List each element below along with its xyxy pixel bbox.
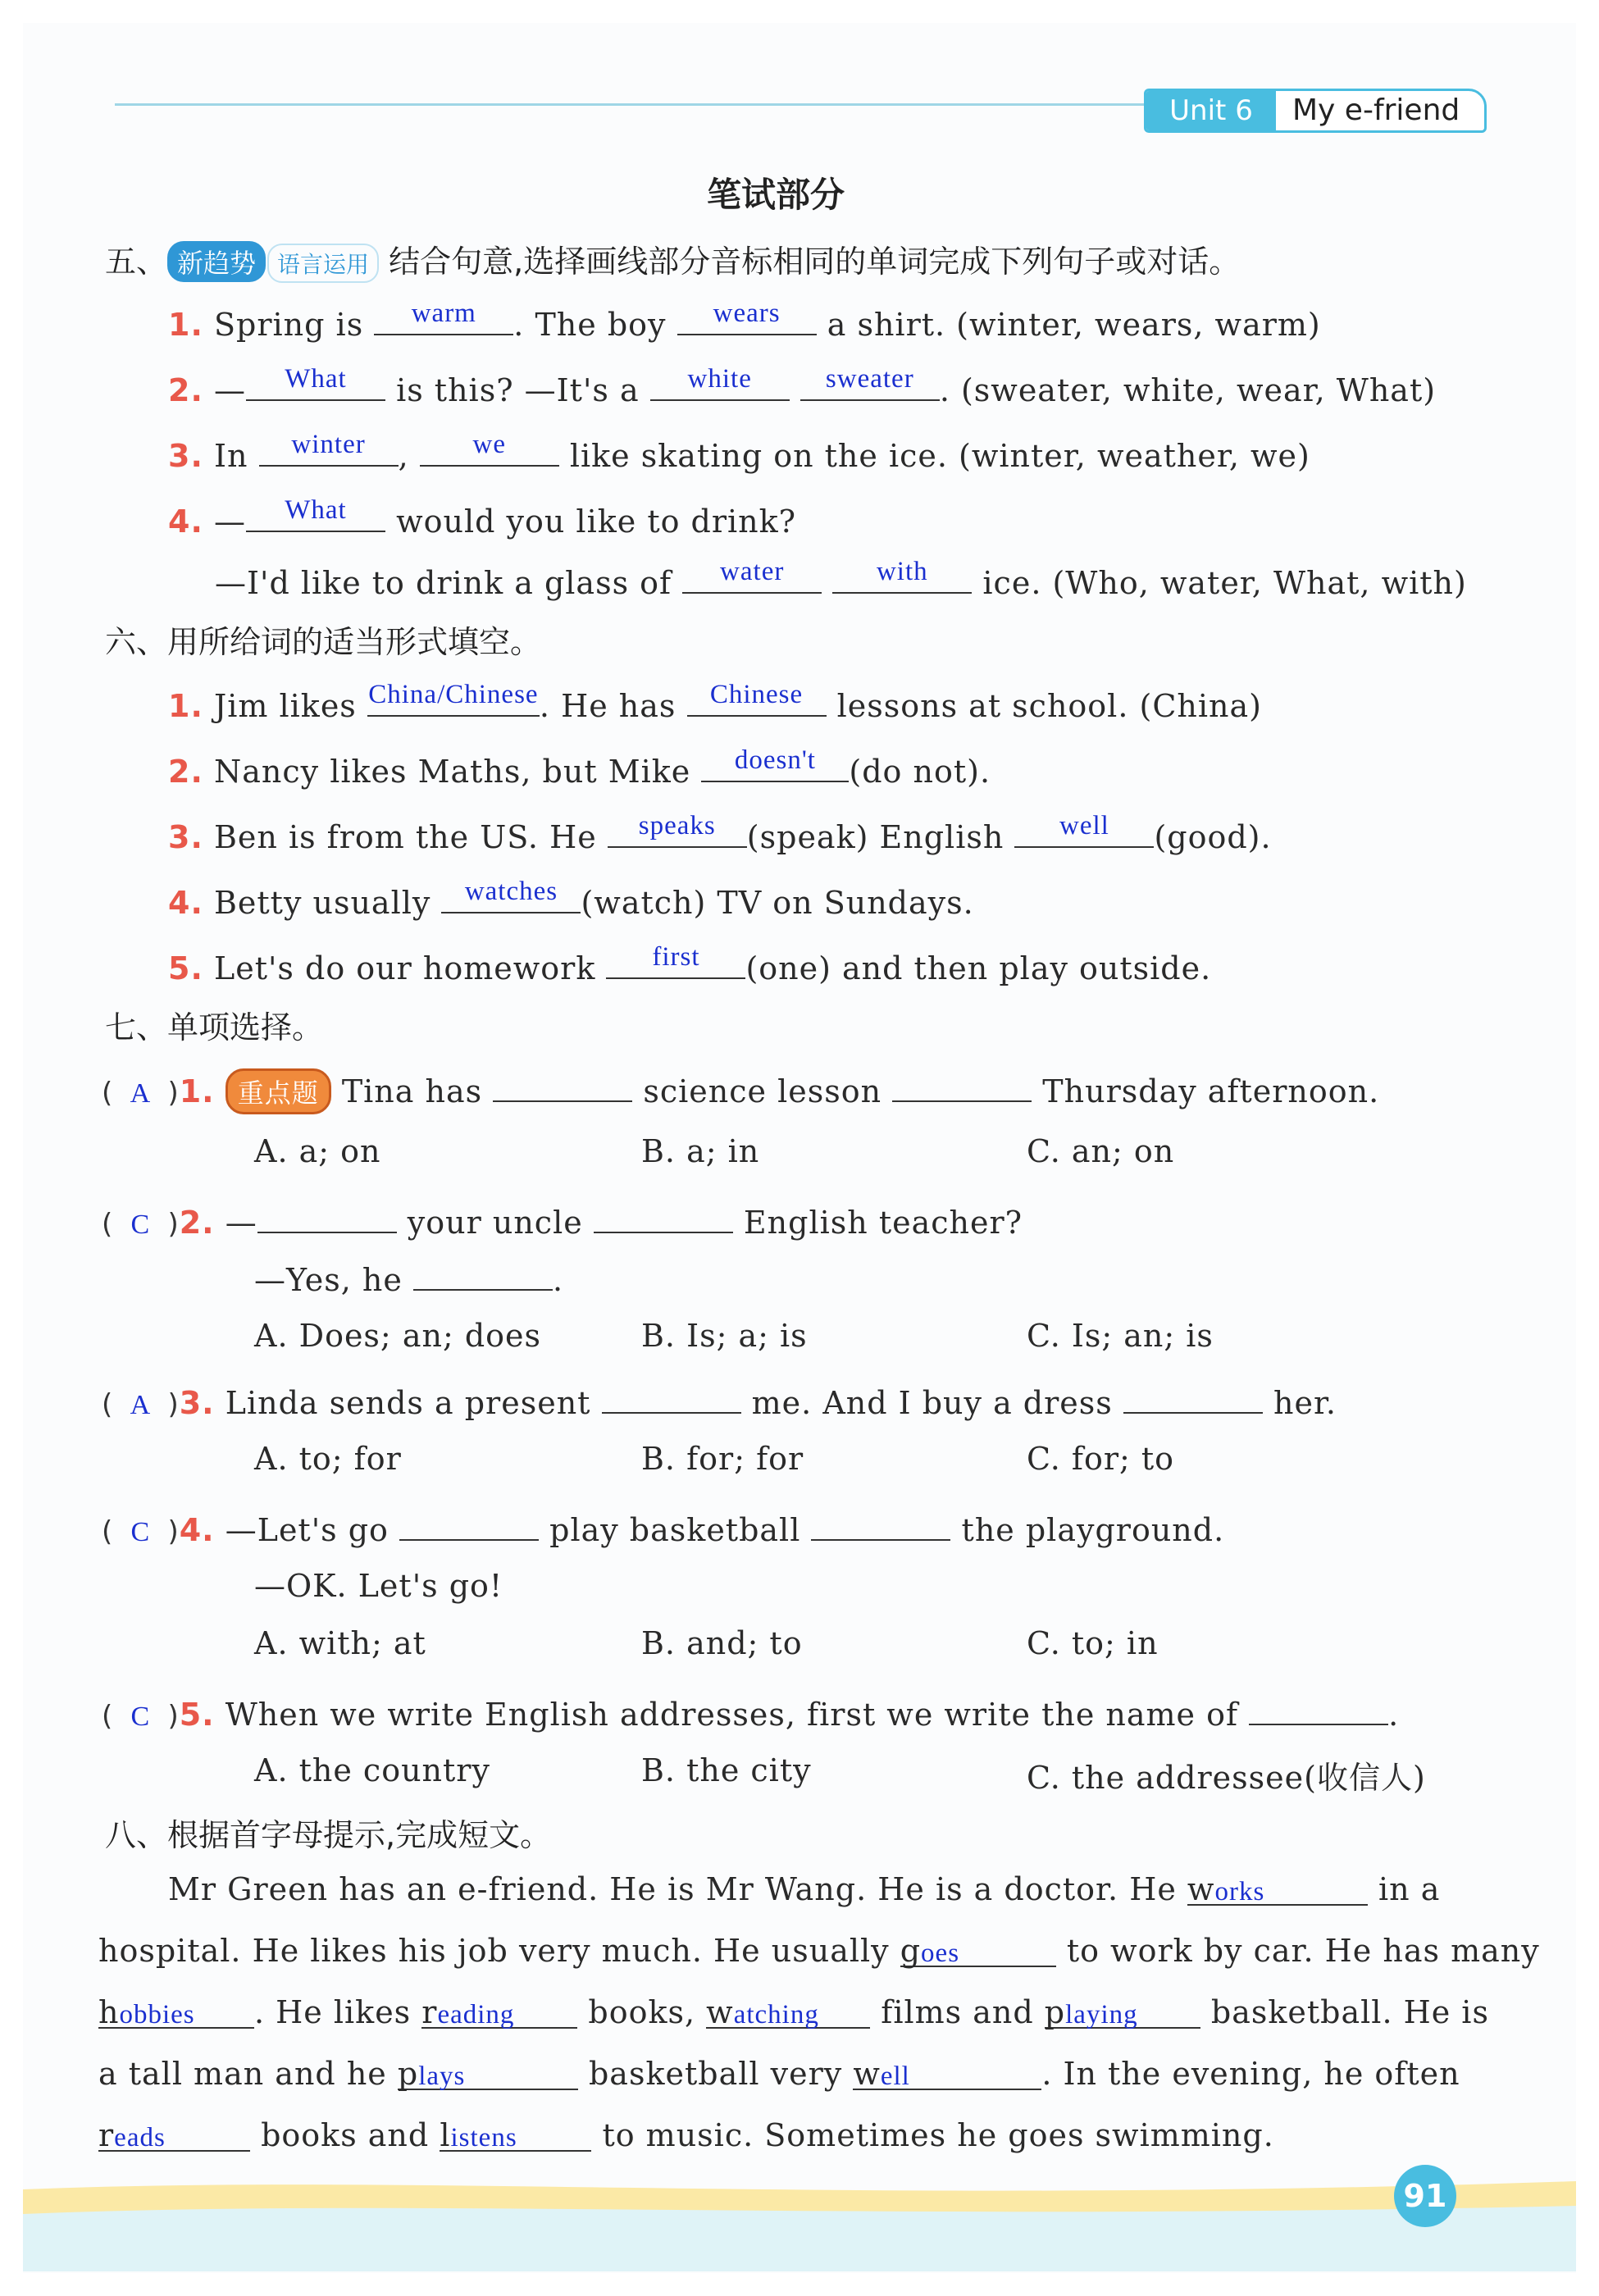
question-text: In bbox=[213, 438, 248, 474]
answer: wears bbox=[713, 298, 781, 328]
section7-header: 七、单项选择。 bbox=[105, 1009, 324, 1046]
s7-q5-opt-b[interactable]: B. the city bbox=[641, 1752, 812, 1788]
answer-blank[interactable] bbox=[811, 1506, 950, 1541]
answer-blank[interactable] bbox=[374, 298, 513, 335]
question-number: 5. bbox=[168, 950, 203, 986]
page-title: 笔试部分 bbox=[707, 175, 845, 215]
question-text: like skating on the ice. (winter, weather, we) bbox=[569, 438, 1310, 474]
choice-paren: ) bbox=[167, 1700, 180, 1733]
s6-q2 bbox=[168, 745, 991, 790]
s7-q1-opt-c[interactable]: C. an; on bbox=[1027, 1133, 1175, 1169]
question-text: play basketball bbox=[549, 1512, 801, 1548]
unit-badge bbox=[1144, 89, 1487, 133]
answer-blank[interactable] bbox=[441, 879, 581, 913]
answer: obbies bbox=[119, 2000, 195, 2029]
answer-blank[interactable] bbox=[677, 298, 817, 335]
question-text: — bbox=[225, 1205, 257, 1241]
question-number: 2. bbox=[168, 372, 203, 408]
first-letter: p bbox=[1044, 1994, 1066, 2030]
passage-line-3 bbox=[98, 1994, 1489, 2030]
question-text: (one) and then play outside. bbox=[745, 950, 1212, 986]
question-text: her. bbox=[1273, 1385, 1337, 1421]
answer: speaks bbox=[638, 811, 716, 840]
s6-q4 bbox=[168, 879, 974, 921]
answer-blank[interactable] bbox=[398, 2056, 578, 2090]
s7-q2-opt-c[interactable]: C. Is; an; is bbox=[1027, 1318, 1214, 1354]
s5-q3 bbox=[168, 432, 1310, 474]
first-letter: r bbox=[421, 1994, 438, 2030]
passage-line-5 bbox=[98, 2117, 1274, 2153]
s7-q3-opt-c[interactable]: C. for; to bbox=[1027, 1441, 1175, 1477]
question-text: a shirt. (winter, wears, warm) bbox=[827, 307, 1321, 343]
answer: doesn't bbox=[734, 745, 816, 775]
s7-q1-opt-a[interactable]: A. a; on bbox=[254, 1133, 381, 1169]
question-text: Jim likes bbox=[213, 688, 357, 724]
question-text: (do not). bbox=[849, 754, 991, 790]
answer-blank[interactable] bbox=[853, 2056, 1041, 2090]
answer: oes bbox=[921, 1938, 960, 1968]
s7-q4-opt-c[interactable]: C. to; in bbox=[1027, 1625, 1159, 1661]
s7-q5 bbox=[102, 1691, 1399, 1733]
question-text: . He has bbox=[539, 688, 676, 724]
s5-q4-line2 bbox=[215, 559, 1467, 601]
choice-answer[interactable]: C bbox=[130, 1517, 151, 1547]
answer-blank[interactable] bbox=[682, 559, 822, 594]
s7-q2-opt-a[interactable]: A. Does; an; does bbox=[254, 1318, 542, 1354]
s5-q2 bbox=[168, 364, 1437, 408]
answer: water bbox=[720, 557, 785, 586]
question-number: 3. bbox=[168, 819, 203, 855]
answer-blank[interactable] bbox=[1123, 1379, 1263, 1414]
first-letter: g bbox=[900, 1933, 922, 1969]
question-number: 1. bbox=[168, 688, 203, 724]
language-tag: 语言运用 bbox=[267, 244, 379, 283]
passage-text: films and bbox=[881, 1994, 1034, 2030]
first-letter: w bbox=[853, 2056, 881, 2092]
answer: sweater bbox=[825, 364, 914, 394]
s7-q1-opt-b[interactable]: B. a; in bbox=[641, 1133, 760, 1169]
question-text: —I'd like to drink a glass of bbox=[215, 565, 672, 601]
question-text: would you like to drink? bbox=[396, 503, 797, 540]
answer-blank[interactable] bbox=[98, 2117, 250, 2152]
answer-blank[interactable] bbox=[900, 1933, 1056, 1967]
answer-blank[interactable] bbox=[493, 1068, 632, 1102]
s7-q5-opt-c[interactable]: C. the addressee(收信人) bbox=[1027, 1760, 1426, 1796]
choice-paren: ) bbox=[167, 1388, 180, 1421]
header-rule bbox=[115, 103, 1144, 106]
choice-paren: ( bbox=[102, 1077, 114, 1109]
section5-label: 五、 bbox=[105, 244, 168, 280]
answer-blank[interactable] bbox=[1187, 1871, 1368, 1906]
answer-blank[interactable] bbox=[701, 745, 849, 782]
answer: with bbox=[876, 557, 928, 586]
question-number: 1. bbox=[179, 1073, 215, 1109]
first-letter: w bbox=[706, 1994, 734, 2030]
answer: eads bbox=[114, 2123, 166, 2152]
answer-blank[interactable] bbox=[413, 1256, 553, 1291]
answer-blank[interactable] bbox=[399, 1506, 539, 1541]
passage-text: basketball. He is bbox=[1210, 1994, 1489, 2030]
passage-text: to music. Sometimes he goes swimming. bbox=[602, 2117, 1274, 2153]
answer-blank[interactable] bbox=[650, 364, 790, 401]
answer-blank[interactable] bbox=[606, 942, 745, 979]
passage-text: a tall man and he bbox=[98, 2056, 387, 2092]
s5-q1 bbox=[168, 298, 1321, 343]
answer-blank[interactable] bbox=[421, 1994, 577, 2029]
passage-text: hospital. He likes his job very much. He usually bbox=[98, 1933, 890, 1969]
answer: Chinese bbox=[709, 680, 804, 709]
first-letter: p bbox=[397, 2056, 419, 2092]
s7-q4-opt-a[interactable]: A. with; at bbox=[254, 1625, 426, 1661]
choice-answer[interactable]: C bbox=[130, 1702, 151, 1732]
question-number: 1. bbox=[168, 307, 203, 343]
first-letter: w bbox=[1187, 1871, 1215, 1907]
question-number: 4. bbox=[168, 503, 203, 540]
choice-paren: ( bbox=[102, 1700, 114, 1733]
choice-paren: ) bbox=[167, 1208, 180, 1241]
question-number: 2. bbox=[179, 1205, 215, 1241]
section5-instruction: 结合句意,选择画线部分音标相同的单词完成下列句子或对话。 bbox=[389, 244, 1241, 280]
trend-tag: 新趋势 bbox=[167, 241, 266, 282]
answer: first bbox=[652, 942, 700, 972]
answer-blank[interactable] bbox=[832, 559, 972, 594]
question-text: science lesson bbox=[643, 1073, 882, 1109]
answer: laying bbox=[1065, 2000, 1138, 2029]
question-text: is this? —It's a bbox=[396, 372, 640, 408]
answer-blank[interactable] bbox=[800, 364, 940, 401]
question-text: . The boy bbox=[513, 307, 667, 343]
passage-text: . In the evening, he often bbox=[1041, 2056, 1460, 2092]
choice-paren: ( bbox=[102, 1208, 114, 1241]
page-number: 91 bbox=[1394, 2165, 1456, 2227]
answer: orks bbox=[1214, 1877, 1265, 1906]
unit-label: Unit 6 bbox=[1146, 91, 1276, 130]
passage-text: to work by car. He has many bbox=[1066, 1933, 1540, 1969]
question-text: me. And I buy a dress bbox=[751, 1385, 1113, 1421]
answer: What bbox=[285, 364, 347, 394]
s7-q2-line2 bbox=[254, 1256, 563, 1298]
answer-blank[interactable] bbox=[246, 364, 385, 401]
unit-title: My e-friend bbox=[1292, 93, 1460, 127]
question-number: 3. bbox=[168, 438, 203, 474]
question-text: English teacher? bbox=[743, 1205, 1023, 1241]
answer: well bbox=[1059, 811, 1109, 840]
passage-text: books and bbox=[261, 2117, 430, 2153]
question-text: Tina has bbox=[341, 1073, 483, 1109]
answer: watches bbox=[464, 877, 558, 906]
answer-blank[interactable] bbox=[1045, 1994, 1200, 2029]
question-text: ice. (Who, water, What, with) bbox=[982, 565, 1467, 601]
passage-text: Mr Green has an e-friend. He is Mr Wang. He is a doctor. He bbox=[168, 1871, 1177, 1907]
answer-blank[interactable] bbox=[440, 2117, 591, 2152]
s6-q1 bbox=[168, 682, 1262, 724]
choice-paren: ( bbox=[102, 1388, 114, 1421]
s7-q4-opt-b[interactable]: B. and; to bbox=[641, 1625, 803, 1661]
question-text: (good). bbox=[1154, 819, 1272, 855]
passage-text: in a bbox=[1378, 1871, 1441, 1907]
answer-blank[interactable] bbox=[687, 682, 827, 717]
s7-q1 bbox=[102, 1068, 1379, 1114]
answer: China/Chinese bbox=[368, 680, 539, 709]
first-letter: h bbox=[98, 1994, 120, 2030]
choice-answer[interactable]: A bbox=[130, 1078, 152, 1109]
question-number: 2. bbox=[168, 754, 203, 790]
choice-paren: ( bbox=[102, 1515, 114, 1548]
passage-line-1 bbox=[168, 1871, 1440, 1907]
first-letter: l bbox=[440, 2117, 451, 2153]
choice-answer[interactable]: A bbox=[130, 1390, 152, 1420]
question-text: Linda sends a present bbox=[225, 1385, 591, 1421]
question-text: . bbox=[1388, 1697, 1400, 1733]
answer: winter bbox=[291, 430, 366, 459]
key-question-tag: 重点题 bbox=[226, 1068, 331, 1114]
s7-q3-opt-b[interactable]: B. for; for bbox=[641, 1441, 804, 1477]
answer-blank[interactable] bbox=[608, 813, 747, 848]
passage-line-4 bbox=[98, 2056, 1460, 2092]
answer: atching bbox=[733, 2000, 819, 2029]
answer-blank[interactable] bbox=[602, 1379, 741, 1414]
passage-text: basketball very bbox=[588, 2056, 843, 2092]
answer-blank[interactable] bbox=[1249, 1691, 1388, 1725]
section8-header: 八、根据首字母提示,完成短文。 bbox=[105, 1817, 552, 1853]
answer-blank[interactable] bbox=[892, 1068, 1032, 1102]
question-text: the playground. bbox=[961, 1512, 1225, 1548]
answer: What bbox=[285, 495, 347, 525]
answer: istens bbox=[450, 2123, 517, 2152]
passage-line-2 bbox=[98, 1933, 1540, 1969]
question-text: Let's do our homework bbox=[213, 950, 596, 986]
question-text: Thursday afternoon. bbox=[1042, 1073, 1380, 1109]
answer: ell bbox=[880, 2061, 910, 2091]
question-text: (speak) English bbox=[746, 819, 1004, 855]
question-text: — bbox=[213, 372, 246, 408]
passage-text: . He likes bbox=[254, 1994, 412, 2030]
question-number: 4. bbox=[168, 885, 203, 921]
answer-blank[interactable] bbox=[257, 1199, 397, 1233]
s7-q2-opt-b[interactable]: B. Is; a; is bbox=[641, 1318, 808, 1354]
answer: eading bbox=[437, 2000, 515, 2029]
first-letter: r bbox=[98, 2117, 115, 2153]
question-text: —Let's go bbox=[225, 1512, 389, 1548]
question-text: Spring is bbox=[213, 307, 364, 343]
choice-paren: ) bbox=[167, 1515, 180, 1548]
s7-q4-line2: —OK. Let's go! bbox=[254, 1568, 503, 1604]
question-text: your uncle bbox=[407, 1205, 583, 1241]
question-number: 4. bbox=[179, 1512, 215, 1548]
question-text: Nancy likes Maths, but Mike bbox=[213, 754, 691, 790]
question-text: —Yes, he bbox=[254, 1262, 403, 1298]
answer-blank[interactable] bbox=[594, 1199, 733, 1233]
choice-answer[interactable]: C bbox=[130, 1210, 151, 1240]
question-text: . bbox=[553, 1262, 564, 1298]
s7-q3-opt-a[interactable]: A. to; for bbox=[254, 1441, 402, 1477]
footer-wave bbox=[23, 2173, 1576, 2271]
answer-blank[interactable] bbox=[246, 495, 385, 532]
question-number: 3. bbox=[179, 1385, 215, 1421]
question-text: (watch) TV on Sundays. bbox=[581, 885, 974, 921]
question-text: When we write English addresses, first we write the name of bbox=[225, 1697, 1239, 1733]
question-text: Ben is from the US. He bbox=[213, 819, 597, 855]
question-text: — bbox=[213, 503, 246, 540]
choice-paren: ) bbox=[167, 1077, 180, 1109]
s7-q2 bbox=[102, 1199, 1023, 1241]
section6-header: 六、用所给词的适当形式填空。 bbox=[105, 624, 542, 660]
answer-blank[interactable] bbox=[706, 1994, 870, 2029]
answer-blank[interactable] bbox=[1014, 813, 1154, 848]
answer-blank[interactable] bbox=[367, 682, 540, 717]
s7-q5-opt-a[interactable]: A. the country bbox=[254, 1752, 490, 1788]
answer-blank[interactable] bbox=[98, 1994, 254, 2029]
answer: lays bbox=[418, 2061, 466, 2091]
s5-q4 bbox=[168, 495, 797, 540]
question-text: , bbox=[398, 438, 409, 474]
section5-header bbox=[105, 236, 1240, 283]
s7-q4 bbox=[102, 1506, 1224, 1548]
answer-blank[interactable] bbox=[259, 432, 399, 467]
answer: warm bbox=[411, 298, 476, 328]
s7-q3 bbox=[102, 1379, 1337, 1421]
question-text: lessons at school. (China) bbox=[836, 688, 1262, 724]
answer: we bbox=[472, 430, 506, 459]
question-text: Betty usually bbox=[213, 885, 431, 921]
question-number: 5. bbox=[179, 1697, 215, 1733]
s6-q3 bbox=[168, 813, 1272, 855]
question-text: . (sweater, white, wear, What) bbox=[939, 372, 1437, 408]
s6-q5 bbox=[168, 942, 1212, 986]
answer-blank[interactable] bbox=[420, 432, 559, 467]
answer: white bbox=[687, 364, 752, 394]
passage-text: books, bbox=[588, 1994, 696, 2030]
